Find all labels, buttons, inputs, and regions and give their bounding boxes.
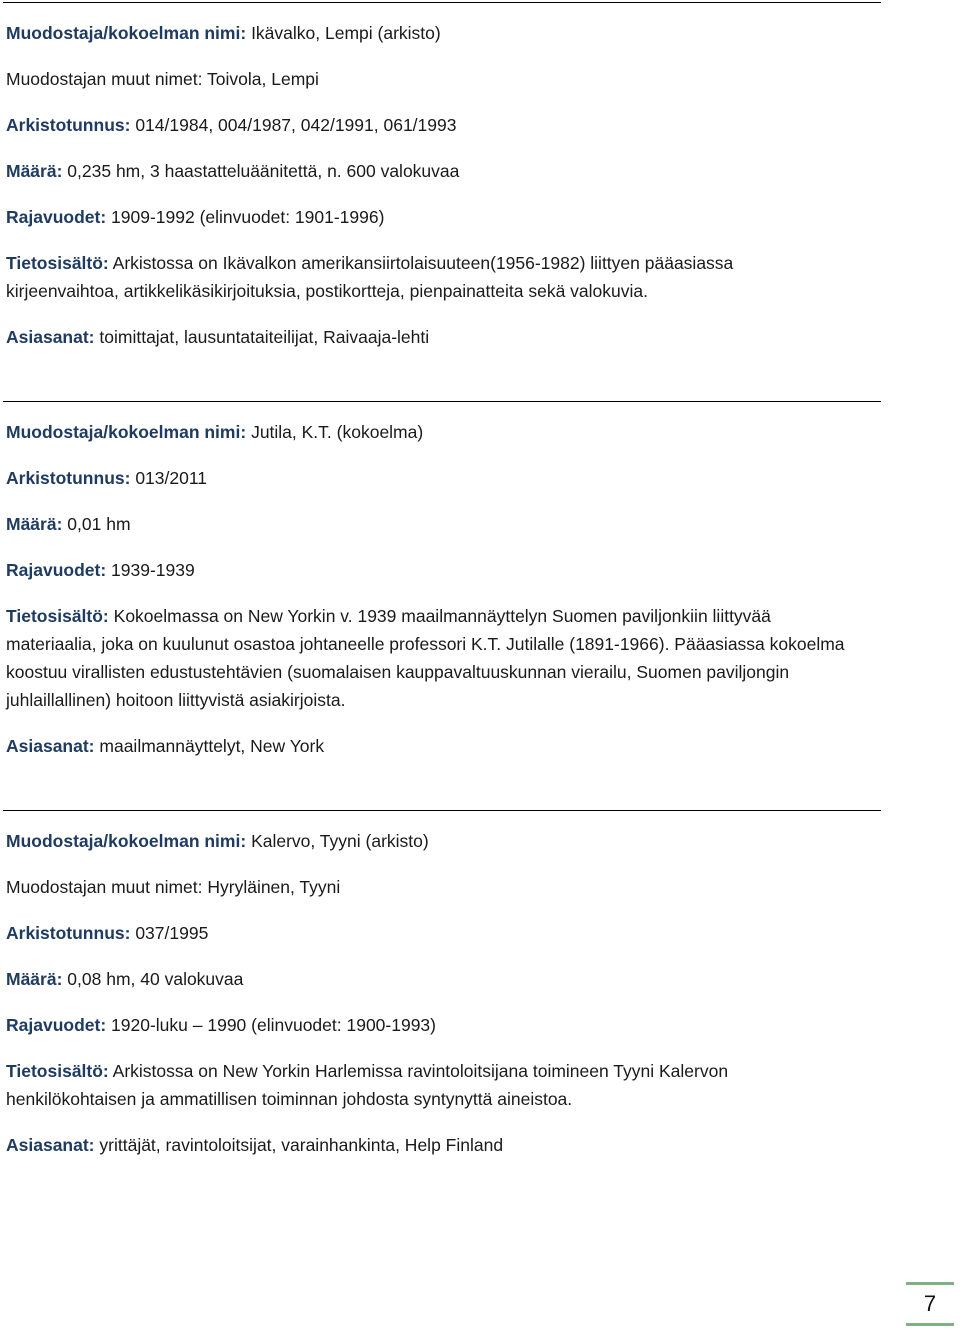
content-description-cont: henkilökohtaisen ja ammatillisen toiminnan johdosta syntynyttä aineistoa. <box>6 1089 573 1109</box>
year-range: Rajavuodet: 1920-luku – 1990 (elinvuodet: 1900-1993) <box>6 1015 436 1035</box>
archive-id: Arkistotunnus: 014/1984, 004/1987, 042/1991, 061/1993 <box>6 115 457 135</box>
other-names: Muodostajan muut nimet: Toivola, Lempi <box>6 69 319 89</box>
content-description: Tietosisältö: Kokoelmassa on New Yorkin v. 1939 maailmannäyttelyn Suomen paviljonkiin liittyvää <box>6 606 771 626</box>
amount: Määrä: 0,08 hm, 40 valokuvaa <box>6 969 244 989</box>
keywords: Asiasanat: toimittajat, lausuntataiteilijat, Raivaaja-lehti <box>6 327 430 347</box>
year-range: Rajavuodet: 1939-1939 <box>6 560 195 580</box>
content-description-cont: materiaalia, joka on kuulunut osastoa johtaneelle professori K.T. Jutilalle (1891-1966). Pääasiassa kokoelma <box>6 634 845 654</box>
collection-name: Muodostaja/kokoelman nimi: Ikävalko, Lempi (arkisto) <box>6 23 441 43</box>
collection-name: Muodostaja/kokoelman nimi: Kalervo, Tyyni (arkisto) <box>6 831 429 851</box>
content-description-cont: kirjeenvaihtoa, artikkelikäsikirjoituksia, postikortteja, pienpainatteita sekä valokuvia. <box>6 281 648 301</box>
archive-id: Arkistotunnus: 037/1995 <box>6 923 209 943</box>
page-number: 7 <box>906 1282 954 1326</box>
archive-id: Arkistotunnus: 013/2011 <box>6 468 208 488</box>
keywords: Asiasanat: yrittäjät, ravintoloitsijat, varainhankinta, Help Finland <box>6 1135 504 1155</box>
collection-name: Muodostaja/kokoelman nimi: Jutila, K.T. (kokoelma) <box>6 422 424 442</box>
content-description: Tietosisältö: Arkistossa on New Yorkin Harlemissa ravintoloitsijana toimineen Tyyni Kalervon <box>6 1061 729 1081</box>
other-names: Muodostajan muut nimet: Hyryläinen, Tyyni <box>6 877 341 897</box>
content-description: Tietosisältö: Arkistossa on Ikävalkon amerikansiirtolaisuuteen(1956-1982) liittyen pääasiassa <box>6 253 734 273</box>
year-range: Rajavuodet: 1909-1992 (elinvuodet: 1901-1996) <box>6 207 385 227</box>
content-description-cont: juhlaillallinen) hoitoon liittyvistä asiakirjoista. <box>6 690 346 710</box>
keywords: Asiasanat: maailmannäyttelyt, New York <box>6 736 325 756</box>
section-divider <box>3 2 881 3</box>
section-divider <box>3 810 881 811</box>
content-description-cont: koostuu virallisten edustustehtävien (suomalaisen kauppavaltuuskunnan vierailu, Suomen paviljongin <box>6 662 790 682</box>
amount: Määrä: 0,01 hm <box>6 514 131 534</box>
section-divider <box>3 401 881 402</box>
amount: Määrä: 0,235 hm, 3 haastatteluäänitettä, n. 600 valokuvaa <box>6 161 460 181</box>
